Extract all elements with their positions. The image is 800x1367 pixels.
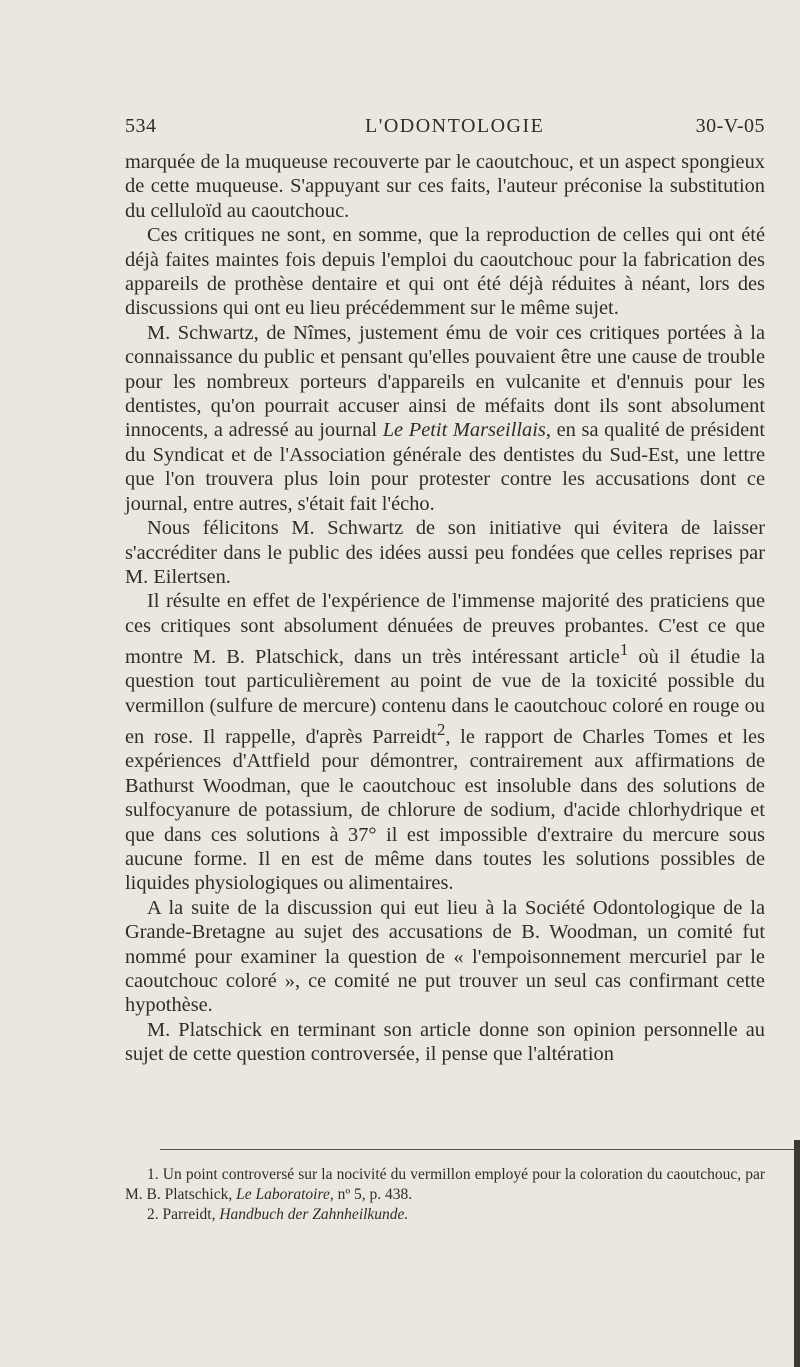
text-run: , en sa qualité de président du Syndicat et de l'Association générale des dentistes du Sud-Est, une lettre que l'on trouvera plus loin pour protester contre les accusations dont ce journal, entre autres, s'était fait l'écho.: [125, 419, 765, 515]
paragraph: M. Platschick en terminant son article donne son opinion personnelle au sujet de cette question controversée, il pense que l'altération: [125, 1018, 765, 1066]
footnote-rule: [160, 1149, 800, 1150]
running-header: [125, 115, 765, 145]
footnote: [125, 1205, 765, 1225]
journal-title: L'ODONTOLOGIE: [365, 115, 545, 137]
paragraph: A la suite de la discussion qui eut lieu à la Société Odontologique de la Grande-Bretagne au sujet des accusations de B. Woodman, un comité fut nommé pour examiner la question de « l'empoisonnement mercuriel par le caoutchouc coloré », ce comité ne put trouver un seul cas confirmant cette hypothèse.: [125, 896, 765, 1017]
text-run: M. Schwartz, de Nîmes, justement ému de voir ces critiques portées à la connaissance du public et pensant qu'elles pouvaient être une cause de trouble pour les nombreux porteurs d'appareils en vulcanite et d'ennuis pour les dentistes, qu'on pourrait accuser ainsi de méfaits dont ils sont absolument innocents, a adressé au journal: [125, 321, 765, 442]
paragraph: Ces critiques ne sont, en somme, que la reproduction de celles qui ont été déjà faites maintes fois depuis l'emploi du caoutchouc pour la fabrication des appareils de prothèse dentaire et qui ont été déjà réduites à néant, lors des discussions qui ont eu lieu précédemment sur le même sujet.: [125, 224, 765, 320]
text-run: 1. Un point controversé sur la nocivité du vermillon employé pour la coloration du caoutchouc, par M. B. Platschick,: [125, 1166, 765, 1203]
text-run: où il étudie la question tout particulièrement au point de vue de la toxicité possible du vermillon (sulfure de mercure) contenu dans le caoutchouc coloré en rouge ou en rose. Il rappelle, d'après Parreidt: [125, 645, 766, 748]
paragraph: marquée de la muqueuse recouverte par le caoutchouc, et un aspect spongieux de cette muqueuse. S'appuyant sur ces faits, l'auteur préconise la substitution du celluloïd au caoutchouc.: [125, 151, 765, 222]
newspaper-name: Le Petit Marseillais: [382, 419, 546, 442]
page-edge-shadow: [794, 1140, 800, 1367]
text-run: 2. Parreidt,: [147, 1206, 216, 1223]
footnotes: [125, 1165, 765, 1225]
paragraph: [125, 589, 765, 895]
main-text: [125, 150, 765, 1067]
text-run: , nº 5, p. 438.: [329, 1186, 413, 1203]
journal-name: Le Laboratoire: [236, 1186, 330, 1203]
paragraph: [125, 321, 765, 516]
page-number: 534: [125, 115, 157, 137]
text-run: Il résulte en effet de l'expérience de l'immense majorité des praticiens que ces critiques sont absolument dénuées de preuves probantes. C'est ce que montre M. B. Platschick, dans un très intéressant article: [125, 590, 765, 668]
footnote-ref: 1: [619, 640, 629, 660]
footnote-ref: 2: [436, 720, 446, 740]
book-title: Handbuch der Zahnheilkunde.: [219, 1206, 409, 1223]
issue-date: 30-V-05: [695, 115, 765, 137]
footnote: [125, 1165, 765, 1205]
text-run: , le rapport de Charles Tomes et les expériences d'Attfield pour démontrer, contrairement aux affirmations de Bathurst Woodman, que le caoutchouc est insoluble dans des solutions de sulfocyanure de potassium, de chlorure de sodium, d'acide chlorhydrique et que dans ces solutions à 37° il est impossible d'extraire du mercure sous aucune forme. Il en est de même dans toutes les solutions possibles de liquides physiologiques ou alimentaires.: [125, 725, 765, 895]
paragraph: Nous félicitons M. Schwartz de son initiative qui évitera de laisser s'accréditer dans le public des idées aussi peu fondées que celles reprises par M. Eilertsen.: [125, 517, 765, 588]
